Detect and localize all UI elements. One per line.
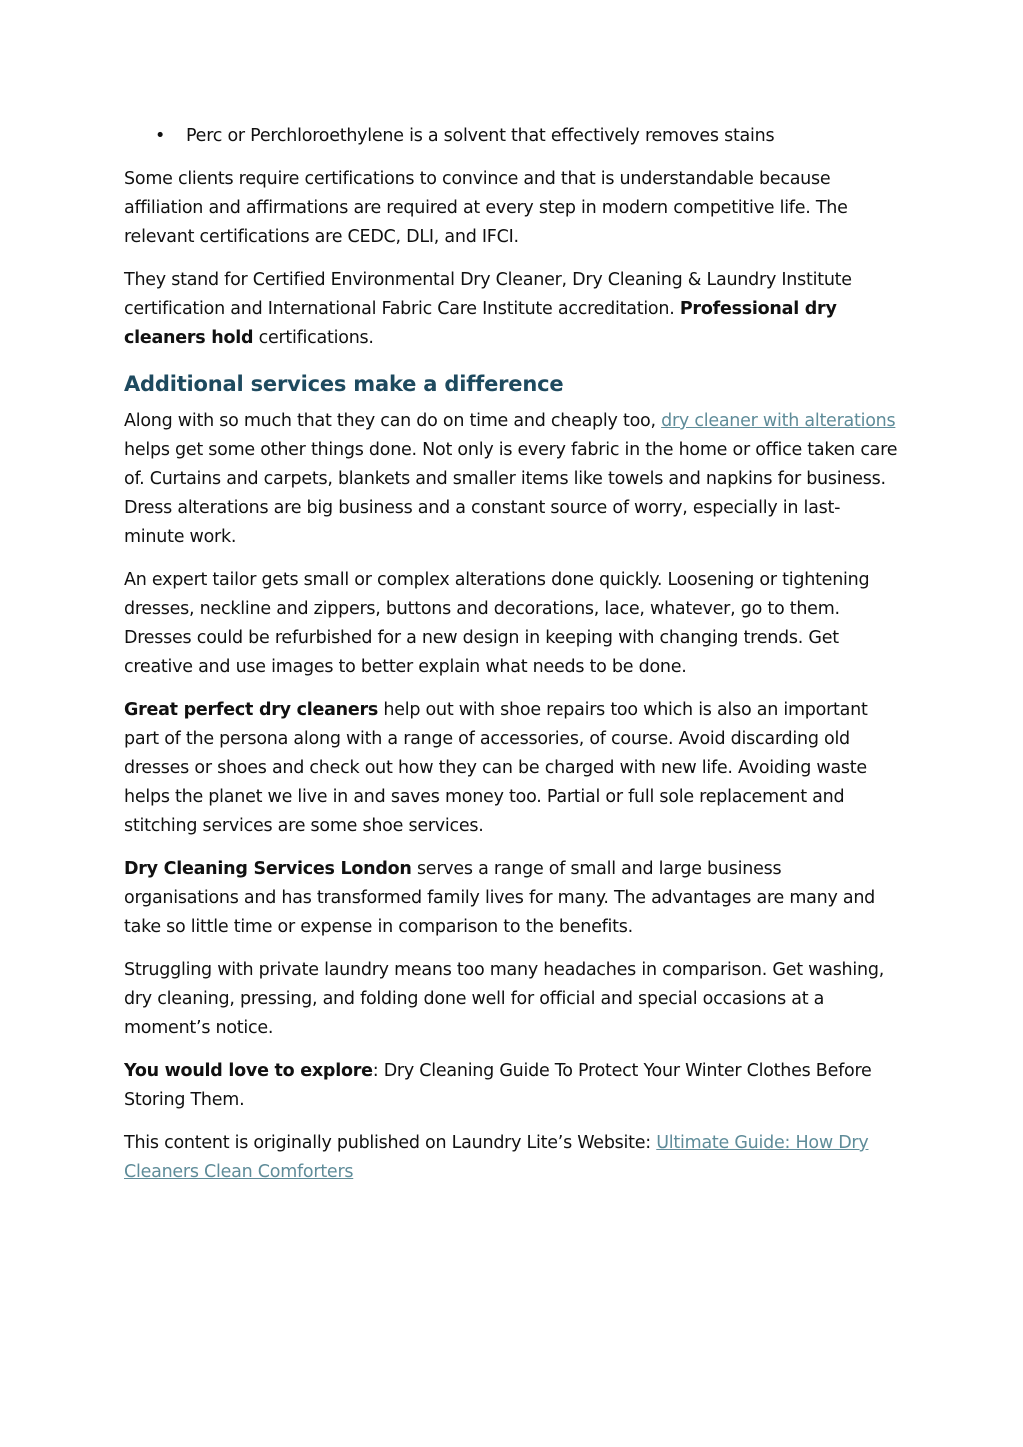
paragraph-alterations [124, 407, 899, 552]
paragraph-london [124, 855, 899, 942]
paragraph-text: serves a range of small and large business organisations and has transformed family lives for many. The advantages are many and take so little time or expense in comparison to the benefits. [124, 859, 876, 937]
dry-cleaner-alterations-link[interactable]: dry cleaner with alterations [661, 411, 896, 431]
bullet-dot: • [155, 126, 166, 146]
paragraph-text: Along with so much that they can do on time and cheaply too, [124, 411, 662, 431]
paragraph-source [124, 1129, 899, 1187]
paragraph-text: help out with shoe repairs too which is also an important part of the persona along with a range of accessories, of course. Avoid discarding old dresses or shoes and check out how they can be charged with new life. Avoiding waste helps the planet we live in and saves money too. Partial or full sole replacement and stitching services are some shoe services. [124, 700, 868, 836]
paragraph-stand-for [124, 266, 899, 353]
paragraph-explore [124, 1057, 899, 1115]
paragraph-certifications: Some clients require certifications to convince and that is understandable because affiliation and affirmations are required at every step in modern competitive life. The relevant certifications are CEDC, DLI, and IFCI. [124, 169, 848, 247]
paragraph-text: : Dry Cleaning Guide To Protect Your Winter Clothes Before Storing Them. [124, 1061, 872, 1110]
section-heading: Additional services make a difference [124, 372, 564, 396]
paragraph-struggling: Struggling with private laundry means too many headaches in comparison. Get washing, dry cleaning, pressing, and folding done well for official and special occasions at a moment’s notice. [124, 960, 885, 1038]
bullet-text: Perc or Perchloroethylene is a solvent that effectively removes stains [186, 126, 775, 146]
list-item [124, 122, 899, 151]
document-page [124, 122, 899, 1201]
bold-phrase: You would love to explore [124, 1061, 373, 1081]
paragraph-great-cleaners [124, 696, 899, 841]
paragraph-text: They stand for Certified Environmental Dry Cleaner, Dry Cleaning & Laundry Institute certification and International Fabric Care Institute accreditation. [124, 270, 852, 319]
paragraph-text: This content is originally published on Laundry Lite’s Website: [124, 1133, 657, 1153]
bold-phrase: Dry Cleaning Services London [124, 859, 412, 879]
paragraph-tail: helps get some other things done. Not only is every fabric in the home or office taken care of. Curtains and carpets, blankets and smaller items like towels and napkins for business. Dress alterations are big business and a constant source of worry, especially in last-minute work. [124, 440, 898, 547]
bold-phrase: Professional dry cleaners hold [124, 299, 837, 348]
bold-phrase: Great perfect dry cleaners [124, 700, 379, 720]
ultimate-guide-link[interactable]: Ultimate Guide: How Dry Cleaners Clean Comforters [124, 1133, 869, 1182]
paragraph-tail: certifications. [253, 328, 374, 348]
bullet-list [124, 122, 899, 151]
paragraph-tailor: An expert tailor gets small or complex alterations done quickly. Loosening or tightening dresses, neckline and zippers, buttons and decorations, lace, whatever, go to them. Dresses could be refurbished for a new design in keeping with changing trends. Get creative and use images to better explain what needs to be done. [124, 570, 870, 677]
